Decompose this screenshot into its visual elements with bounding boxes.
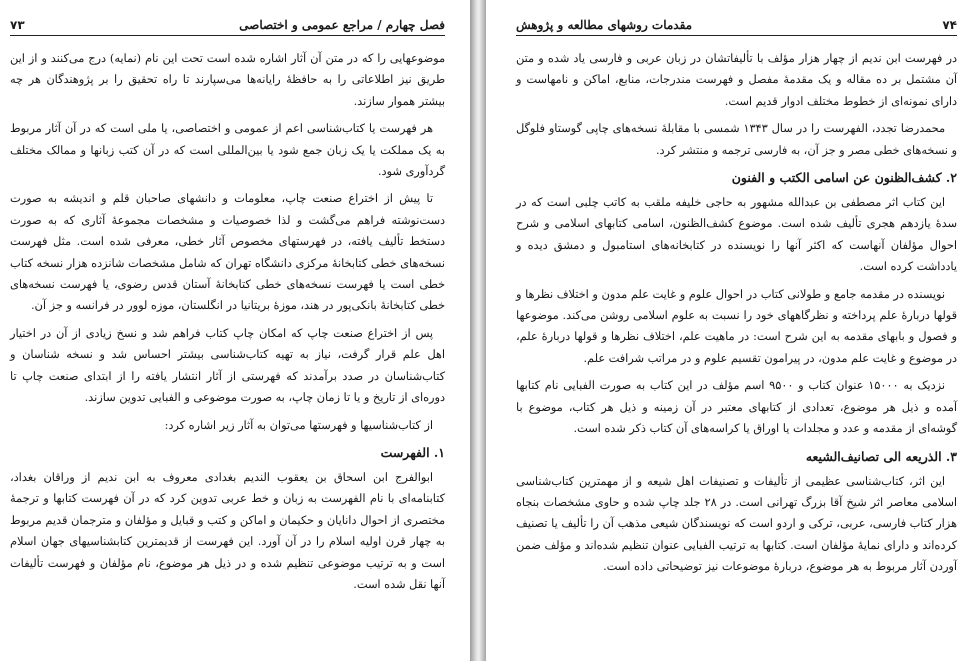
left-paragraph-1: موضوعهایی را که در متن آن آثار اشاره شده است تحت این نام (نمایه) درج می‌کنند و از این طریق نیز اطلاعاتی را به حافظهٔ رایانه‌ها می‌سپارند تا راه تحقیق را بر پژوهندگان هر چه بیشتر هموار سازند.	[10, 52, 445, 108]
left-page-number: ۷۳	[10, 18, 25, 32]
book-gutter	[470, 0, 486, 661]
right-paragraph-2: محمدرضا تجدد، الفهرست را در سال ۱۳۴۳ شمسی با مقابلهٔ نسخه‌های چاپی گوستاو فلوگل و نسخه‌های خطی مصر و جز آن، به فارسی ترجمه و منتشر کرد.	[516, 122, 957, 157]
left-running-head: فصل چهارم / مراجع عمومی و اختصاصی	[239, 18, 445, 32]
left-paragraph-2: هر فهرست یا کتاب‌شناسی اعم از عمومی و اختصاصی، یا ملی است که در آن آثار مربوط به یک مملکت یا یک زبان جمع شود یا بین‌المللی است که در آن کتب زبانها و ممالک مختلف گردآوری شود.	[10, 122, 445, 179]
right-page-header	[516, 8, 957, 36]
right-paragraph-1: در فهرست ابن نديم از چهار هزار مؤلف با تألیفاتشان در زبان عربی و فارسی یاد شده و متن آن مشتمل بر ده مقاله و یک مقدمهٔ مفصل و فهرست مندرجات، منابع، اماکن و نامهاست و دارای نمونه‌ای از خطوط مختلف ادوار قدیم است.	[516, 52, 957, 108]
section-heading-3: ۳. الذریعه الی تصانیف‌الشیعه	[805, 448, 957, 464]
section-2-paragraph-2: نویسنده در مقدمه جامع و طولانی کتاب در احوال علوم و غایت علم مدون و اختلاف نظرها و قولها دربارهٔ علم پرداخته و نظرگاههای خود را نسبت به علوم اسلامی روشن می‌کند. موضوعها و فصول و بابهای مقدمه به این شرح است: در ماهیت علم، اختلاف نظرها و قولها دربارهٔ علم، در موضوع و غایت علم مدون، در پیرامون تقسیم علوم و در مراتب شرافت علم.	[516, 287, 957, 365]
right-page-body	[516, 48, 957, 578]
section-3-paragraph-1: این اثر، کتاب‌شناسی عظیمی از تألیفات و تصنیفات اهل شیعه و از مهمترین کتاب‌شناسی اسلامی معاصر اثر شیخ آقا بزرگ تهرانی است. در ۲۸ جلد چاپ شده و حاوی مشخصات بنجاه هزار کتاب فارسی، عربی، ترکی و اردو است که نویسندگان شیعی مذهب آن را تألیف یا تصنیف کرده‌اند و دارای نمایهٔ مؤلفان است. کتابها به ترتیب الفبایی عنوان تنظیم شده‌اند و مؤلف ضمن آوردن آثار مربوط به هر موضوع، دربارهٔ موضوعات نیز توضیحاتی داده است.	[516, 474, 957, 574]
section-2-paragraph-1: این کتاب اثر مصطفی بن عبدالله مشهور به حاجی خلیفه ملقب به کاتب چلبی است که در سدهٔ یازدهم هجری تألیف شده است. موضوع کشف‌الظنون، اسامی کتابهای اسلامی و شرح احوال مؤلفان آنهاست که اکثر آنها را نویسنده در کتابخانه‌های استامبول و دمشق دیده و یادداشت کرده است.	[516, 196, 957, 274]
left-page-body	[10, 48, 445, 595]
section-heading-2: ۲. کشف‌الظنون عن اسامی الکتب و الفنون	[731, 170, 957, 186]
section-2-paragraph-3: نزدیک به ۱۵۰۰۰ عنوان کتاب و ۹۵۰۰ اسم مؤلف در این کتاب به صورت الفبایی نام کتابها آمده و ذیل هر موضوع، تعدادی از کتابهای معتبر در آن زمینه و ذیل هر کتاب، موضوع با گوشه‌ای از مقدمه و عدد و مجلدات یا اوراق یا کراسه‌های آن کتاب ذکر شده است.	[516, 379, 957, 436]
left-paragraph-5: از کتاب‌شناسیها و فهرستها می‌توان به آثار زیر اشاره کرد:	[164, 418, 433, 432]
section-heading-1: ۱. الفهرست	[380, 444, 445, 460]
right-page	[486, 0, 977, 661]
section-1-paragraph: ابوالفرج ابن اسحاق بن یعقوب النديم بغدادی معروف به ابن نديم از وراقان بغداد، کتابنامه‌ای با نام الفهرست به زبان و خط عربی تدوین کرد که در آن فهرست کتابها و ترجمهٔ مختصری از احوال دانایان و حکیمان و اماکن و کتب و قبایل و مؤلفان و مترجمان قدیم مربوط به چهار قرن اولیه اسلام را در آن آورد. این فهرست از قدیمترین کتابشناسیهای جهان اسلام است و به ترتیب موضوعی تنظیم شده و در ذیل هر موضوع، نام مؤلفان و فهرست تألیفات آنها نقل شده است.	[10, 470, 445, 591]
left-page-header	[10, 8, 445, 36]
left-paragraph-4: پس از اختراع صنعت چاپ که امکان چاپ کتاب فراهم شد و نسخ زیادی از آن در اختیار اهل علم قرار گرفت، نیاز به تهیه کتاب‌شناسی بیشتر احساس شد و نسخه شناسان و کتاب‌شناسان در صدد برآمدند که فهرستی از آثار انتشار یافته را از ابتدای صنعت چاپ تا دوره‌ای از تاریخ و یا تا زمان چاپ، به صورت موضوعی و الفبایی تدوین سازند.	[10, 326, 445, 405]
right-page-number: ۷۴	[942, 18, 957, 32]
left-paragraph-3: تا پیش از اختراع صنعت چاپ، معلومات و دانشهای صاحبان قلم و اندیشه به صورت دست‌نوشته فراهم می‌گشت و لذا خصوصیات و مشخصات مجموعهٔ آثاری که به صورت دستخط تألیف یافته، در فهرستهای مخصوص آثار خطی، معرفی شده است. مثل فهرست نسخه‌های خطی کتابخانهٔ مرکزی دانشگاه تهران که شامل مشخصات شانزده هزار نسخه کتاب خطی است یا فهرست نسخه‌های خطی کتابخانهٔ آستان قدس رضوی، یا فهرست نسخه‌های خطی کتابخانهٔ بانکی‌پور در هند، موزهٔ بریتانیا در انگلستان، موزه لوور در فرانسه و جز آن.	[10, 192, 445, 313]
right-running-head: مقدمات روشهای مطالعه و پژوهش	[516, 18, 693, 32]
left-page	[0, 0, 470, 661]
